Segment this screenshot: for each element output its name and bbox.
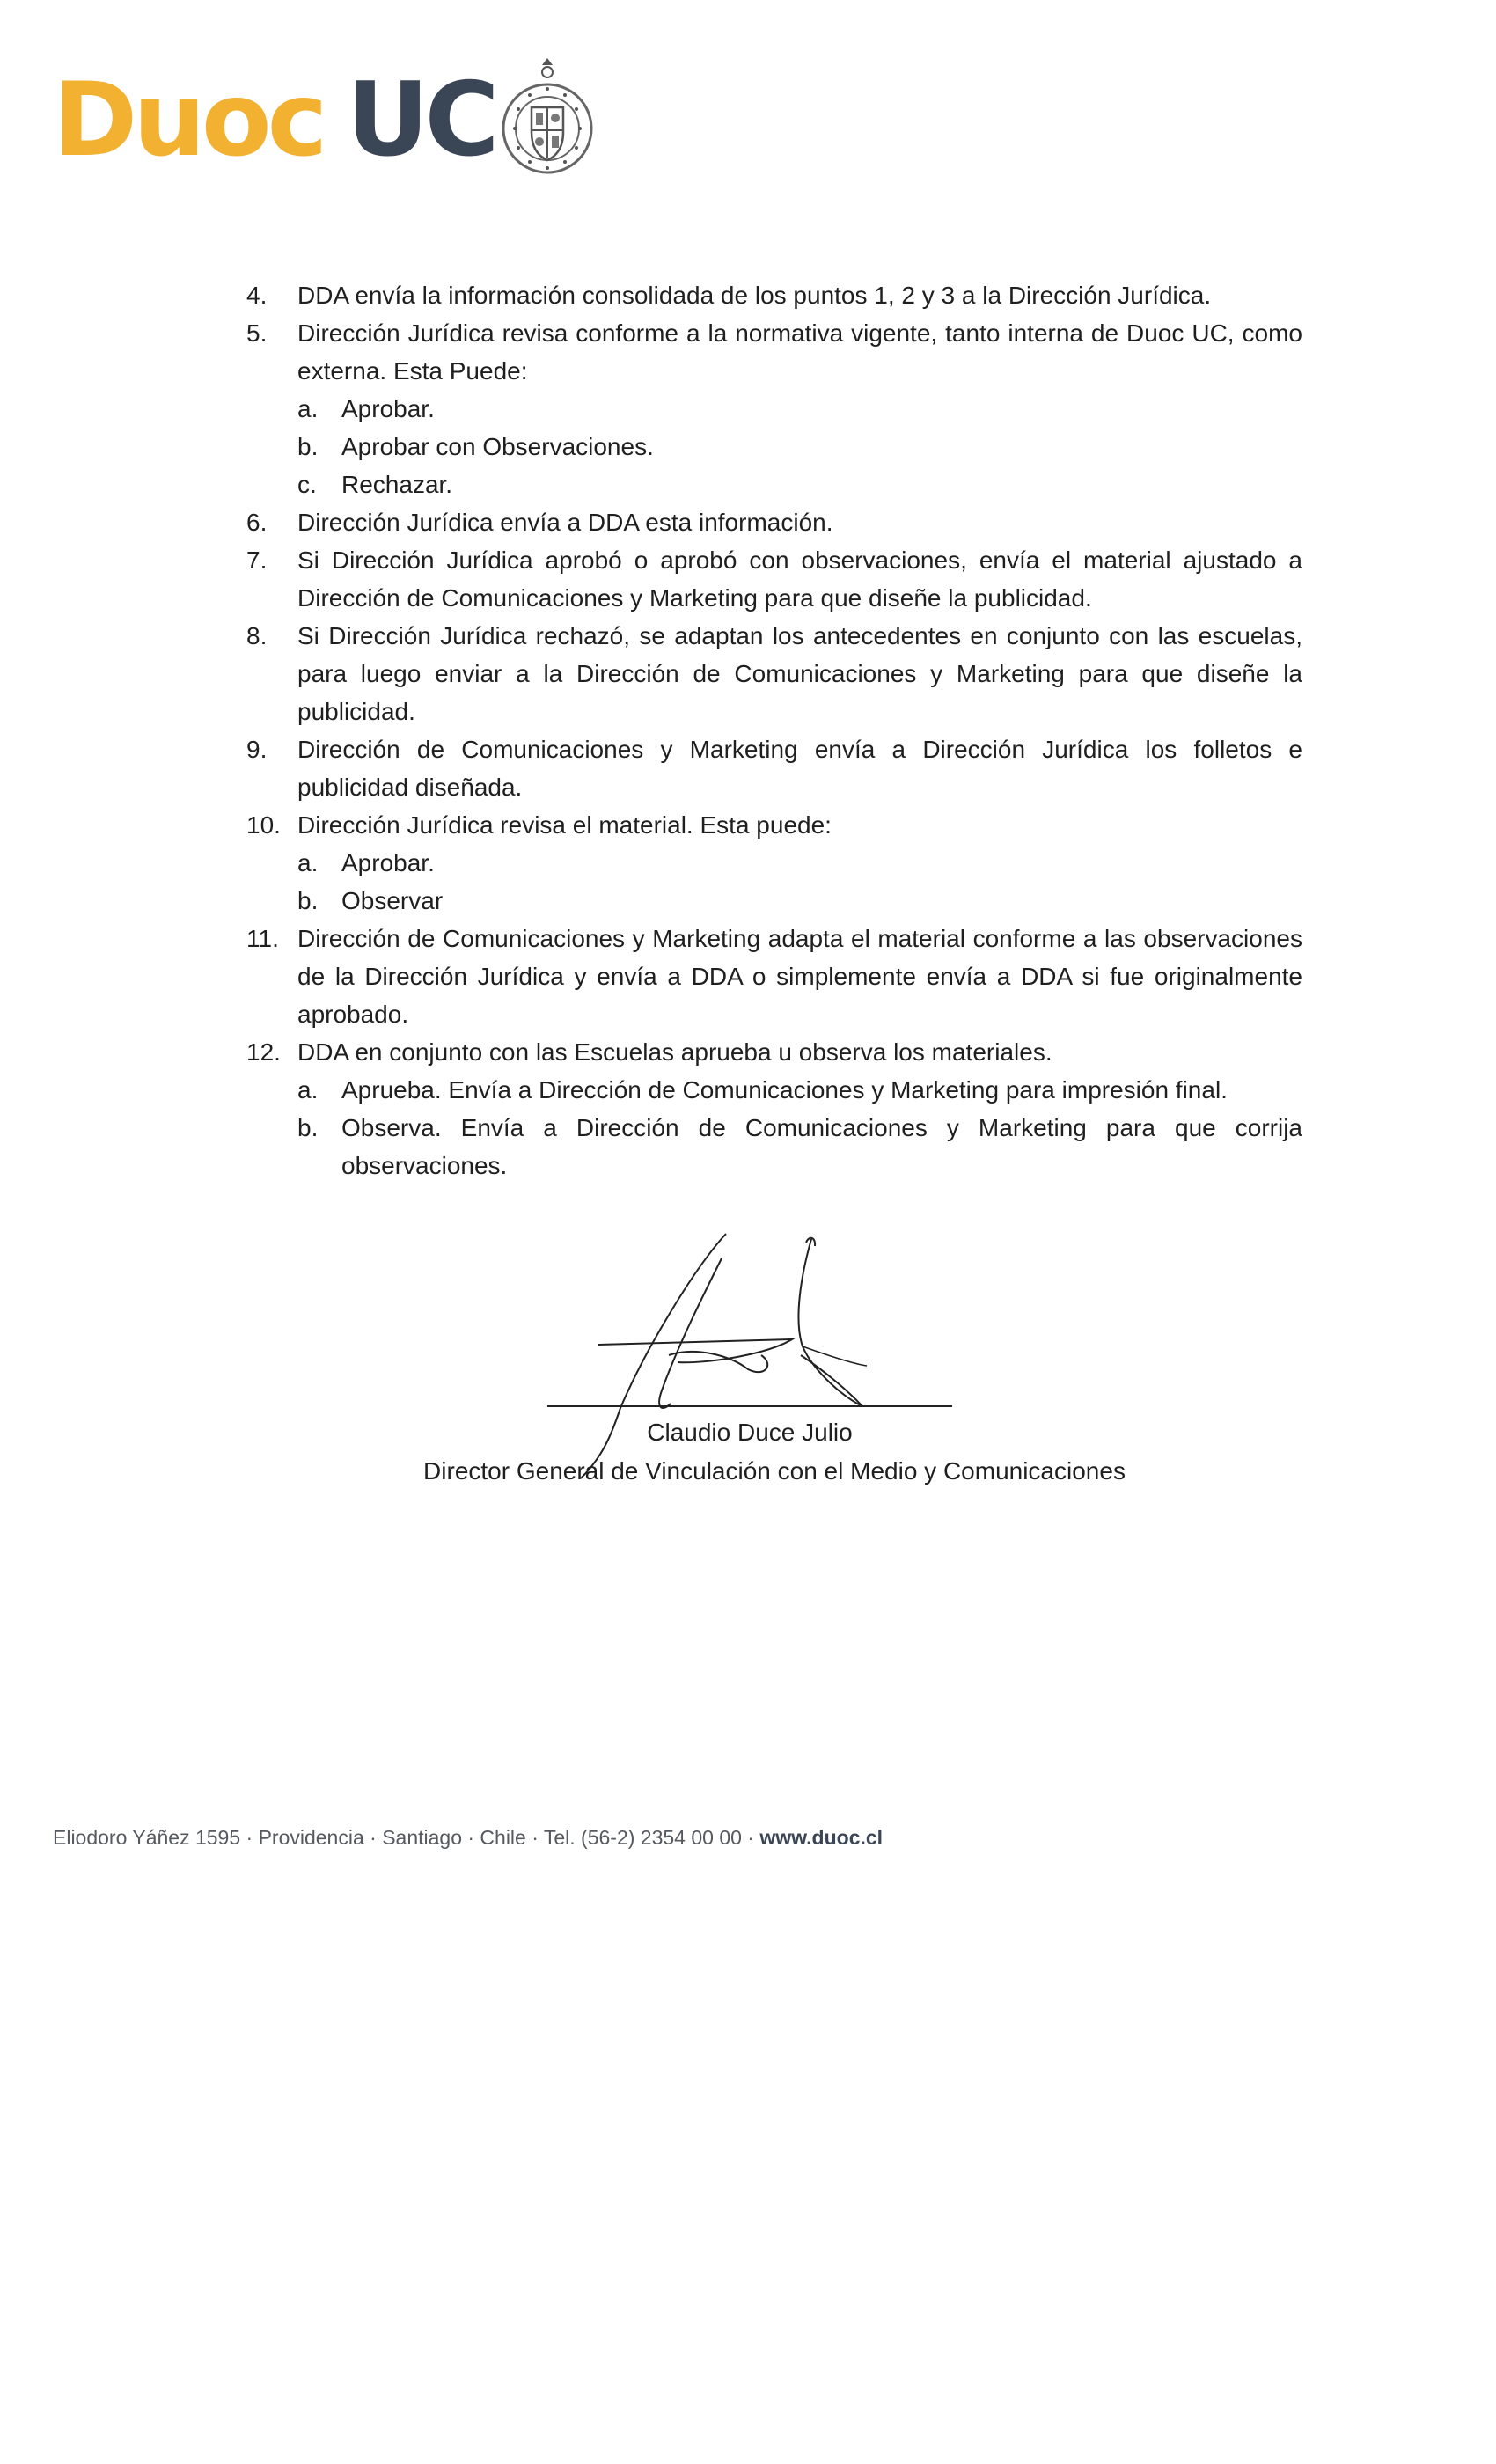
list-item-text: Dirección de Comunicaciones y Marketing adapta el material conforme a las observaciones de la Dirección Jurídica y envía a DDA o simplemente envía a DDA si fue originalmente aprobado. xyxy=(297,925,1302,1028)
sub-list-item xyxy=(246,882,1302,920)
list-item xyxy=(246,503,1302,541)
sub-list-item xyxy=(246,428,1302,466)
list-item xyxy=(246,541,1302,617)
sub-list-item xyxy=(246,844,1302,882)
list-item xyxy=(246,730,1302,806)
list-item-text: Dirección de Comunicaciones y Marketing envía a Dirección Jurídica los folletos e publicidad diseñada. xyxy=(297,736,1302,801)
duoc-uc-logo xyxy=(53,62,596,180)
sub-list-item-letter: a. xyxy=(297,849,319,876)
sub-list-item-letter: c. xyxy=(297,471,317,498)
list-item-number: 7. xyxy=(246,546,268,574)
list-item-text: Si Dirección Jurídica aprobó o aprobó con observaciones, envía el material ajustado a Dirección de Comunicaciones y Marketing para que diseñe la publicidad. xyxy=(297,546,1302,612)
list-item-text: Si Dirección Jurídica rechazó, se adaptan los antecedentes en conjunto con las escuelas, para luego enviar a la Dirección de Comunicaciones y Marketing para que diseñe la publicidad. xyxy=(297,622,1302,725)
sub-list-item-text: Aprobar. xyxy=(341,395,435,422)
list-item-text: Dirección Jurídica envía a DDA esta información. xyxy=(297,509,833,536)
sub-list-item xyxy=(246,390,1302,428)
university-seal-icon xyxy=(499,56,596,180)
logo-duoc-text: Duoc xyxy=(53,61,324,180)
list-item xyxy=(246,920,1302,1033)
sub-list-item xyxy=(246,466,1302,503)
sub-list-item-text: Aprueba. Envía a Dirección de Comunicaciones y Marketing para impresión final. xyxy=(341,1076,1228,1104)
sub-list-item-text: Observar xyxy=(341,887,444,914)
sub-list-item-letter: a. xyxy=(297,395,319,422)
sub-list-item-letter: b. xyxy=(297,1114,319,1141)
list-item-number: 9. xyxy=(246,736,268,763)
list-item-number: 4. xyxy=(246,282,268,309)
list-item-number: 5. xyxy=(246,319,268,347)
sub-list-item-letter: b. xyxy=(297,887,319,914)
sub-list-item-letter: b. xyxy=(297,433,319,460)
sub-list-item-text: Aprobar. xyxy=(341,849,435,876)
list-item-text: DDA envía la información consolidada de los puntos 1, 2 y 3 a la Dirección Jurídica. xyxy=(297,282,1212,309)
list-item-number: 10. xyxy=(246,811,281,839)
sub-list-item-text: Rechazar. xyxy=(341,471,453,498)
list-item xyxy=(246,276,1302,314)
list-item xyxy=(246,1033,1302,1071)
footer-address xyxy=(53,1826,883,1850)
sub-list-item-letter: a. xyxy=(297,1076,319,1104)
list-item xyxy=(246,314,1302,390)
sub-list-item-text: Observa. Envía a Dirección de Comunicaciones y Marketing para que corrija observaciones. xyxy=(341,1114,1302,1179)
list-item-text: Dirección Jurídica revisa el material. Esta puede: xyxy=(297,811,832,839)
list-item-text: Dirección Jurídica revisa conforme a la normativa vigente, tanto interna de Duoc UC, como externa. Esta Puede: xyxy=(297,319,1302,385)
sub-list-item xyxy=(246,1071,1302,1109)
list-item-number: 6. xyxy=(246,509,268,536)
signature-line xyxy=(547,1405,952,1407)
footer-address-text: Eliodoro Yáñez 1595 · Providencia · Santiago · Chile · Tel. (56-2) 2354 00 00 · xyxy=(53,1826,760,1849)
footer-website-link[interactable]: www.duoc.cl xyxy=(759,1826,884,1849)
signer-title: Director General de Vinculación con el Medio y Comunicaciones xyxy=(423,1457,1126,1485)
sub-list-item xyxy=(246,1109,1302,1184)
signer-name: Claudio Duce Julio xyxy=(647,1419,853,1446)
list-item-text: DDA en conjunto con las Escuelas aprueba u observa los materiales. xyxy=(297,1038,1052,1066)
logo-uc-text: UC xyxy=(346,61,495,180)
list-item-number: 12. xyxy=(246,1038,281,1066)
list-item xyxy=(246,617,1302,730)
list-item-number: 8. xyxy=(246,622,268,649)
procedure-steps-list xyxy=(246,276,1302,1184)
sub-list-item-text: Aprobar con Observaciones. xyxy=(341,433,654,460)
list-item-number: 11. xyxy=(246,925,279,952)
list-item xyxy=(246,806,1302,844)
